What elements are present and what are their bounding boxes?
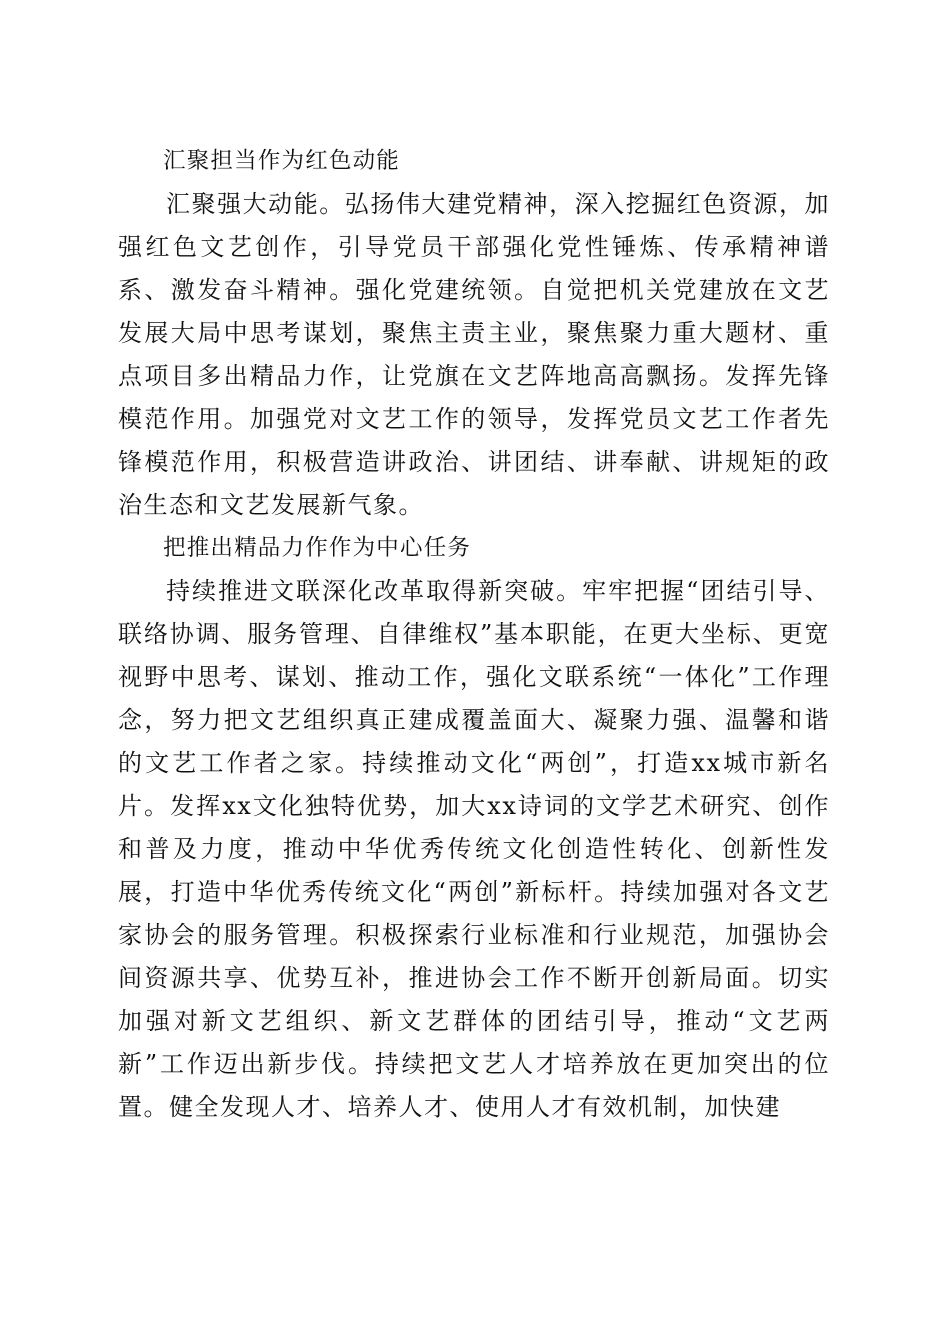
paragraph-core-task: 持续推进文联深化改革取得新突破。牢牢把握“团结引导、联络协调、服务管理、自律维权”基本职能，在更大坐标、更宽视野中思考、谋划、推动工作，强化文联系统“一体化”工作理念，努力把文艺组织真正建成覆盖面大、凝聚力强、温馨和谐的文艺工作者之家。持续推动文化“两创”，打造xx城市新名片。发挥xx文化独特优势，加大xx诗词的文学艺术研究、创作和普及力度，推动中华优秀传统文化创造性转化、创新性发展，打造中华优秀传统文化“两创”新标杆。持续加强对各文艺家协会的服务管理。积极探索行业标准和行业规范，加强协会间资源共享、优势互补，推进协会工作不断开创新局面。切实加强对新文艺组织、新文艺群体的团结引导，推动“文艺两新”工作迈出新步伐。持续把文艺人才培养放在更加突出的位置。健全发现人才、培养人才、使用人才有效机制，加快建 bbox=[118, 577, 830, 1121]
paragraph-red-momentum: 汇聚强大动能。弘扬伟大建党精神，深入挖掘红色资源，加强红色文艺创作，引导党员干部强化党性锤炼、传承精神谱系、激发奋斗精神。强化党建统领。自觉把机关党建放在文艺发展大局中思考谋划，聚焦主责主业，聚焦聚力重大题材、重点项目多出精品力作，让党旗在文艺阵地高高飘扬。发挥先锋模范作用。加强党对文艺工作的领导，发挥党员文艺工作者先锋模范作用，积极营造讲政治、讲团结、讲奉献、讲规矩的政治生态和文艺发展新气象。 bbox=[118, 190, 830, 519]
document-body bbox=[118, 140, 830, 1129]
section-heading-red-momentum: 汇聚担当作为红色动能 bbox=[163, 148, 401, 174]
section-heading-core-task: 把推出精品力作作为中心任务 bbox=[163, 535, 472, 561]
